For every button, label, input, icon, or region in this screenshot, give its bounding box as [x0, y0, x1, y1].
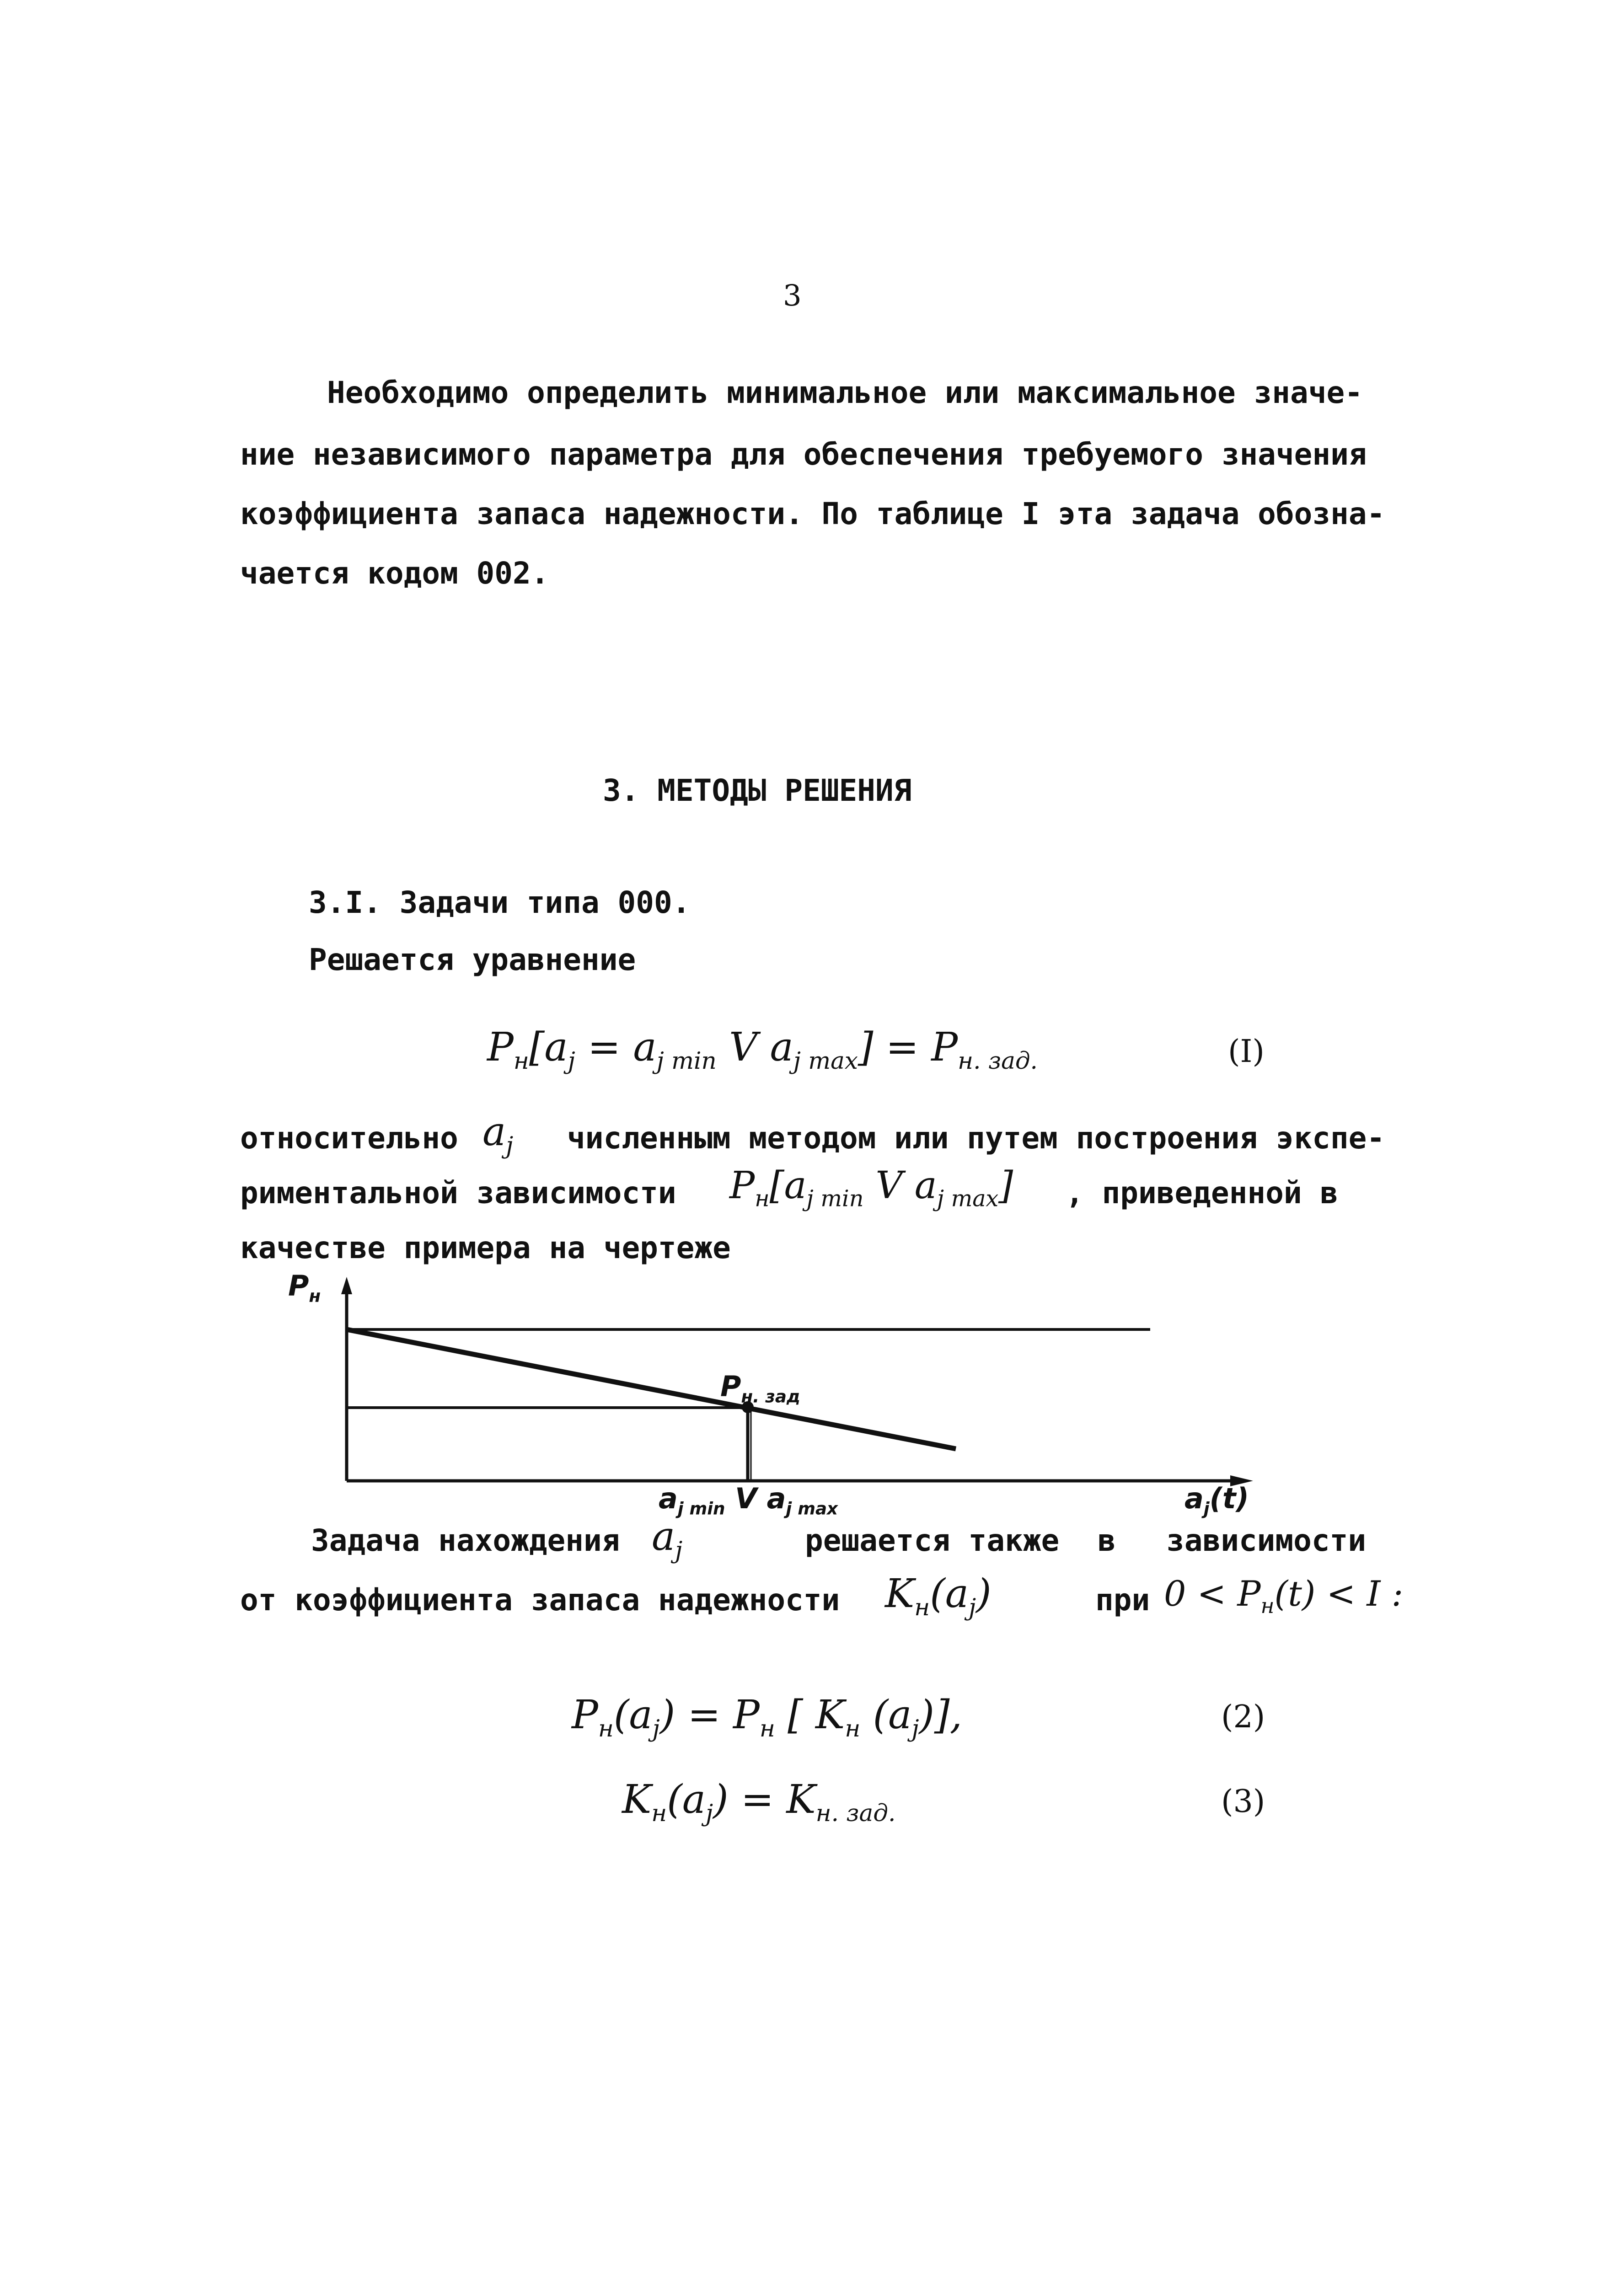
para2-dependency	[729, 1164, 1013, 1211]
x-marker-or: V a	[725, 1482, 786, 1515]
intro-line: коэффициента запаса надежности. По таблице I эта задача обозна-	[240, 496, 1385, 531]
para2-dep-max-sub: j max	[937, 1185, 999, 1212]
para3-text: зависимости	[1166, 1523, 1367, 1558]
equation-2-number: (2)	[1221, 1699, 1265, 1735]
para2-dep-min-sub: j min	[806, 1185, 864, 1212]
para2-text: риментальной зависимости	[240, 1175, 676, 1211]
point-label-sub: н. зад	[741, 1386, 800, 1407]
para3-variable	[652, 1514, 682, 1564]
eq2-e-sub: j	[911, 1715, 919, 1743]
eq2-d: [ K	[775, 1692, 845, 1738]
eq1-mid: = a	[575, 1024, 657, 1070]
para3-var-sub: j	[675, 1537, 683, 1565]
para2-text: , приведенной в	[1066, 1175, 1339, 1211]
para2-var-sub: j	[506, 1132, 514, 1160]
intro-line: ние независимого параметра для обеспечения требуемого значения	[240, 437, 1367, 472]
equation-3	[622, 1777, 895, 1827]
para2-variable	[482, 1109, 513, 1159]
x-label-sub: j	[1203, 1498, 1210, 1519]
eq1-max-sub: j max	[793, 1047, 858, 1075]
eq2-c: ) = P	[659, 1692, 760, 1738]
eq2-d-sub: н	[845, 1715, 861, 1743]
eq3-a-sub: н	[651, 1800, 667, 1827]
para2-dep-open: [a	[769, 1164, 807, 1207]
para3-text: решается также	[805, 1523, 1060, 1558]
section-title: 3. МЕТОДЫ РЕШЕНИЯ	[603, 773, 912, 808]
eq1-rhs-sub: н. зад.	[958, 1047, 1038, 1075]
eq2-e: (a	[860, 1692, 912, 1738]
eq1-rhs: ] = P	[858, 1024, 958, 1070]
eq1-var-sub: j	[568, 1047, 575, 1075]
para2-dep-p-sub: н	[755, 1185, 770, 1212]
x-marker-a: a	[659, 1482, 678, 1515]
eq2-a: P	[572, 1692, 598, 1738]
para3-var: a	[652, 1514, 675, 1559]
para2-text: относительно	[240, 1120, 458, 1156]
para3-text: Задача нахождения	[311, 1523, 620, 1558]
para3-k-close: )	[976, 1571, 992, 1617]
para3-cond-a: 0 < P	[1164, 1573, 1261, 1614]
para3-coefficient	[885, 1571, 992, 1621]
intro-line: Необходимо определить минимальное или максимальное значе-	[327, 375, 1363, 410]
equation-1	[487, 1024, 1038, 1075]
equation-1-number: (I)	[1228, 1034, 1265, 1070]
eq1-min-sub: j min	[656, 1047, 717, 1075]
eq2-c-sub: н	[759, 1715, 775, 1743]
intro-line: чается кодом 002.	[240, 556, 549, 591]
y-label-sub: н	[309, 1286, 321, 1306]
para3-cond-sub: н	[1260, 1594, 1275, 1618]
x-marker-min: j min	[677, 1498, 725, 1519]
para2-text: качестве примера на чертеже	[240, 1230, 731, 1265]
para2-var: a	[482, 1109, 506, 1155]
solve-line: Решается уравнение	[309, 942, 636, 977]
x-marker-max: j max	[786, 1498, 838, 1519]
para3-k-open: (a	[930, 1571, 969, 1617]
eq3-b: (a	[667, 1777, 706, 1822]
para2-dep-p: P	[729, 1164, 755, 1207]
y-axis-arrow	[341, 1277, 352, 1294]
y-label-main: P	[288, 1269, 309, 1302]
x-marker-label	[659, 1482, 838, 1518]
eq1-lhs: P	[487, 1024, 514, 1070]
point-label	[720, 1370, 800, 1406]
para3-condition	[1164, 1573, 1403, 1618]
eq3-c: ) = K	[713, 1777, 816, 1822]
dependency-curve	[347, 1329, 956, 1449]
eq1-bracket-open: [a	[529, 1024, 568, 1070]
y-axis-label	[288, 1269, 321, 1306]
eq3-b-sub: j	[706, 1800, 713, 1827]
para3-k-sub: н	[914, 1594, 930, 1622]
subsection-title: 3.I. Задачи типа 000.	[309, 885, 691, 920]
para2-dep-close: ]	[998, 1164, 1013, 1207]
point-label-main: P	[720, 1370, 741, 1403]
eq1-or: V a	[716, 1024, 793, 1070]
para3-text: при	[1095, 1582, 1150, 1618]
equation-3-number: (3)	[1221, 1784, 1265, 1820]
para2-text: численным методом или путем построения экспе-	[567, 1120, 1385, 1156]
eq2-f: )],	[919, 1692, 962, 1738]
eq2-b: (a	[613, 1692, 653, 1738]
eq1-lhs-sub: н	[513, 1047, 529, 1075]
eq2-a-sub: н	[598, 1715, 614, 1743]
para3-k: K	[885, 1571, 915, 1617]
equation-2	[572, 1692, 962, 1742]
para3-text: в	[1098, 1523, 1116, 1558]
para2-dep-or: V a	[863, 1164, 937, 1207]
para3-k-var-sub: j	[969, 1594, 976, 1622]
para3-cond-b: (t) < I :	[1274, 1573, 1404, 1614]
x-label-main: a	[1185, 1482, 1204, 1515]
eq2-b-sub: j	[652, 1715, 660, 1743]
x-axis-label	[1185, 1482, 1249, 1518]
page-number: 3	[783, 279, 802, 313]
eq3-c-sub: н. зад.	[815, 1800, 896, 1827]
eq3-a: K	[622, 1777, 652, 1822]
para3-text: от коэффициента запаса надежности	[240, 1582, 840, 1618]
x-label-suffix: (t)	[1209, 1482, 1249, 1515]
